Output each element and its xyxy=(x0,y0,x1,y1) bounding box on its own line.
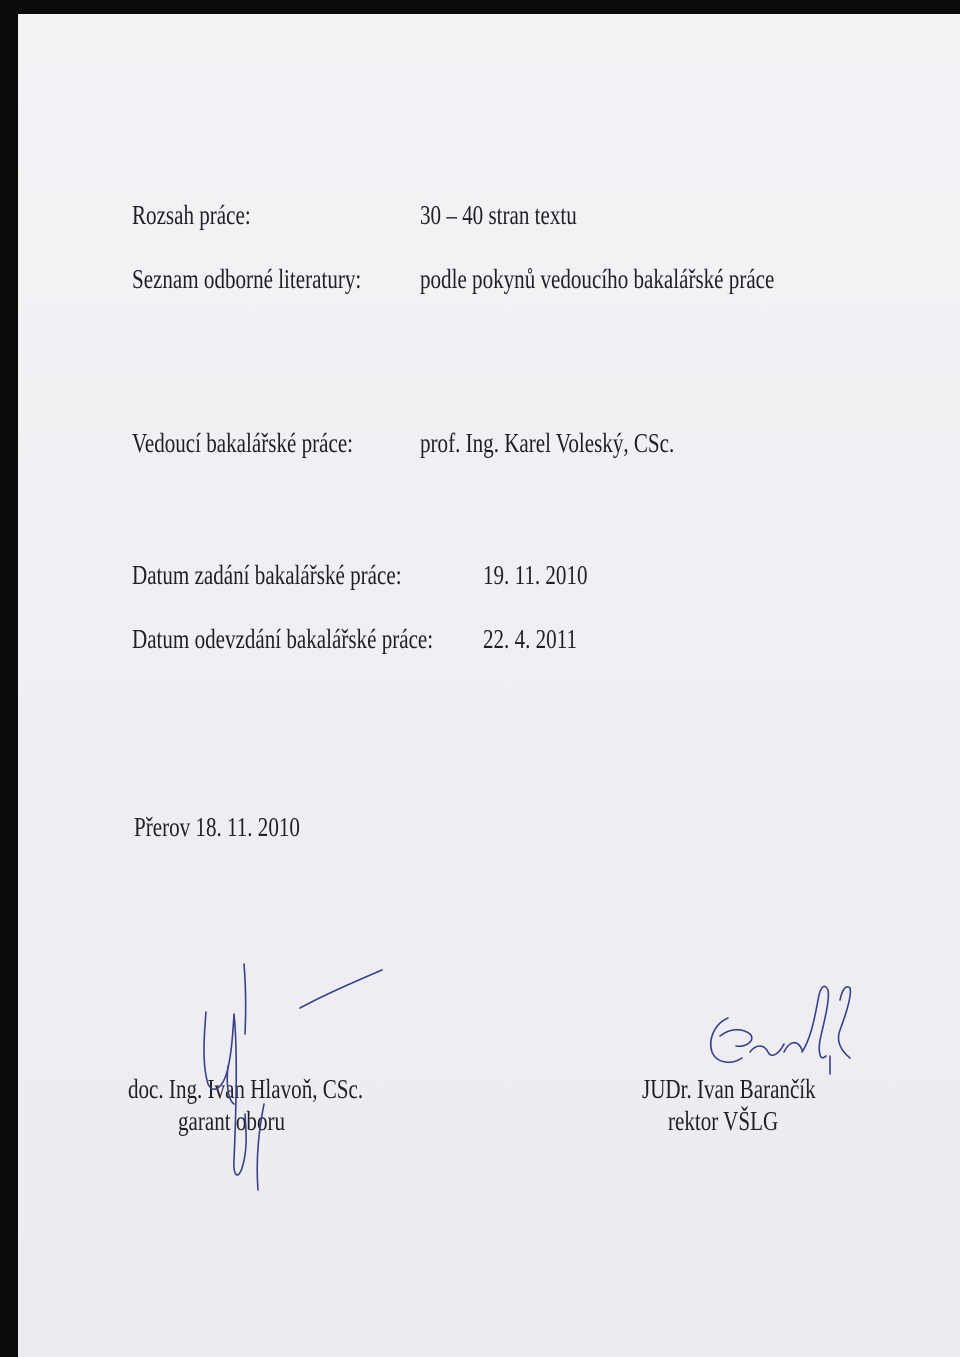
label-datum-odevzdani: Datum odevzdání bakalářské práce: xyxy=(132,624,434,654)
value-datum-zadani: 19. 11. 2010 xyxy=(483,560,588,590)
right-signatory-role: rektor VŠLG xyxy=(668,1106,779,1136)
label-literatura: Seznam odborné literatury: xyxy=(132,264,362,294)
value-literatura: podle pokynů vedoucího bakalářské práce xyxy=(420,264,775,294)
left-signatory-name: doc. Ing. Ivan Hlavoň, CSc. xyxy=(128,1074,364,1104)
document-page xyxy=(18,14,960,1357)
value-rozsah: 30 – 40 stran textu xyxy=(420,200,577,230)
right-signatory-name: JUDr. Ivan Barančík xyxy=(642,1074,816,1104)
label-vedouci: Vedoucí bakalářské práce: xyxy=(132,428,354,458)
left-signature xyxy=(188,954,388,1204)
place-date: Přerov 18. 11. 2010 xyxy=(134,812,300,842)
label-datum-zadani: Datum zadání bakalářské práce: xyxy=(132,560,402,590)
right-signature xyxy=(690,970,860,1080)
label-rozsah: Rozsah práce: xyxy=(132,200,251,230)
left-signatory-role: garant oboru xyxy=(178,1106,286,1136)
value-vedouci: prof. Ing. Karel Voleský, CSc. xyxy=(420,428,675,458)
value-datum-odevzdani: 22. 4. 2011 xyxy=(483,624,577,654)
